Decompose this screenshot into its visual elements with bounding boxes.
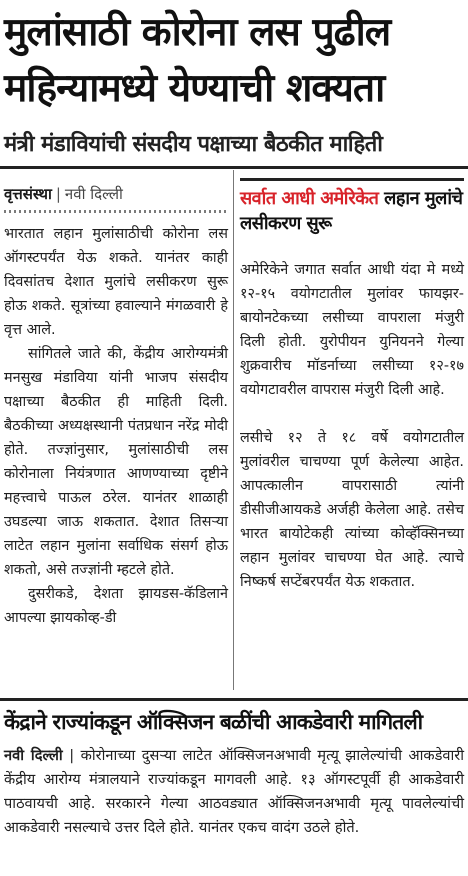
byline-place: नवी दिल्ली: [64, 185, 123, 203]
byline-separator: |: [55, 185, 61, 203]
sidebar-title-rest: लहान मुलांचे लसीकरण सुरू: [240, 188, 463, 234]
byline-agency: वृत्तसंस्था: [4, 185, 52, 203]
bottom-story-separator: |: [69, 747, 75, 764]
column-divider: [233, 170, 234, 690]
main-story-paragraph-3: दुसरीकडे, देशता झायडस-कॅडिलाने आपल्या झायकोव्ह-डी: [4, 586, 228, 626]
bottom-story-divider: [0, 698, 468, 701]
bottom-story-headline: केंद्राने राज्यांकडून ऑक्सिजन बळींची आकडेवारी मागितली: [4, 710, 423, 734]
bottom-story-place: नवी दिल्ली: [4, 747, 63, 764]
top-divider: [0, 166, 468, 169]
byline-dotted-rule: [4, 210, 228, 213]
main-story-paragraph-2: सांगितले जाते की, केंद्रीय आरोग्यमंत्री मनसुख मंडाविया यांनी भाजप संसदीय पक्षाच्या बैठकीत ही माहिती दिली. बैठकीच्या अध्यक्षस्थानी पंतप्रधान नरेंद्र मोदी होते. तज्ज्ञांनुसार, मुलांसाठीची लस कोरोनाला नियंत्रणात आणण्याच्या दृष्टीने महत्त्वाचे पाऊल ठरेल. यानंतर शाळाही उघडल्या जाऊ शकतात. देशात तिसऱ्या लाटेत लहान मुलांना सर्वाधिक संसर्ग होऊ शकतो, असे तज्ज्ञांनी म्हटले होते.: [4, 346, 228, 578]
sidebar-top-rule: [240, 178, 464, 181]
headline-line-1: मुलांसाठी कोरोना लस पुढील: [4, 10, 391, 55]
bottom-story-body: [4, 744, 464, 840]
sidebar-title-highlight: सर्वात आधी अमेरिकेत: [240, 188, 379, 209]
byline: [4, 182, 228, 206]
sidebar-paragraph-2: लसीचे १२ ते १८ वर्षे वयोगटातील मुलांवरील चाचण्या पूर्ण केलेल्या आहेत. आपत्कालीन वापरासाठी त्यांनी डीसीजीआयकडे अर्जही केलेला आहे. तसेच भारत बायोटेकही त्यांच्या कोव्हॅक्सिनच्या लहान मुलांवर चाचण्या घेत आहे. त्याचे निष्कर्ष सप्टेंबरपर्यंत येऊ शकतात.: [240, 430, 464, 590]
headline-line-2: महिन्यामध्ये येण्याची शक्यता: [4, 66, 385, 111]
main-story-paragraph-1: भारतात लहान मुलांसाठीची कोरोना लस ऑगस्टपर्यंत येऊ शकते. यानंतर काही दिवसांतच देशात मुलांचे लसीकरण सुरू होऊ शकते. सूत्रांच्या हवाल्याने मंगळवारी हे वृत्त आले.: [4, 226, 228, 338]
sidebar-title: [240, 186, 464, 236]
subheadline: मंत्री मंडावियांची संसदीय पक्षाच्या बैठकीत माहिती: [4, 132, 383, 157]
bottom-story-text: कोरोनाच्या दुसऱ्या लाटेत ऑक्सिजनअभावी मृत्यू झालेल्यांची आकडेवारी केंद्रीय आरोग्य मंत्रालयाने राज्यांकडून मागवली आहे. १३ ऑगस्टपूर्वी ही आकडेवारी पाठवायची आहे. सरकारने गेल्या आठवड्यात ऑक्सिजनअभावी मृत्यू पावलेल्यांची आकडेवारी नसल्याचे उत्तर दिले होते. यानंतर एकच वादंग उठले होते.: [4, 747, 465, 836]
sidebar-column: [240, 258, 464, 594]
main-story-column: [4, 222, 228, 630]
sidebar-paragraph-1: अमेरिकेने जगात सर्वात आधी यंदा मे मध्ये १२-१५ वयोगटातील मुलांवर फायझर-बायोनटेकच्या लसीच्या वापराला मंजुरी दिली होती. युरोपीयन युनियनने गेल्या शुक्रवारीच मॉडर्नाच्या लसीच्या १२-१७ वयोगटावरील वापरास मंजुरी दिली आहे.: [240, 262, 464, 398]
